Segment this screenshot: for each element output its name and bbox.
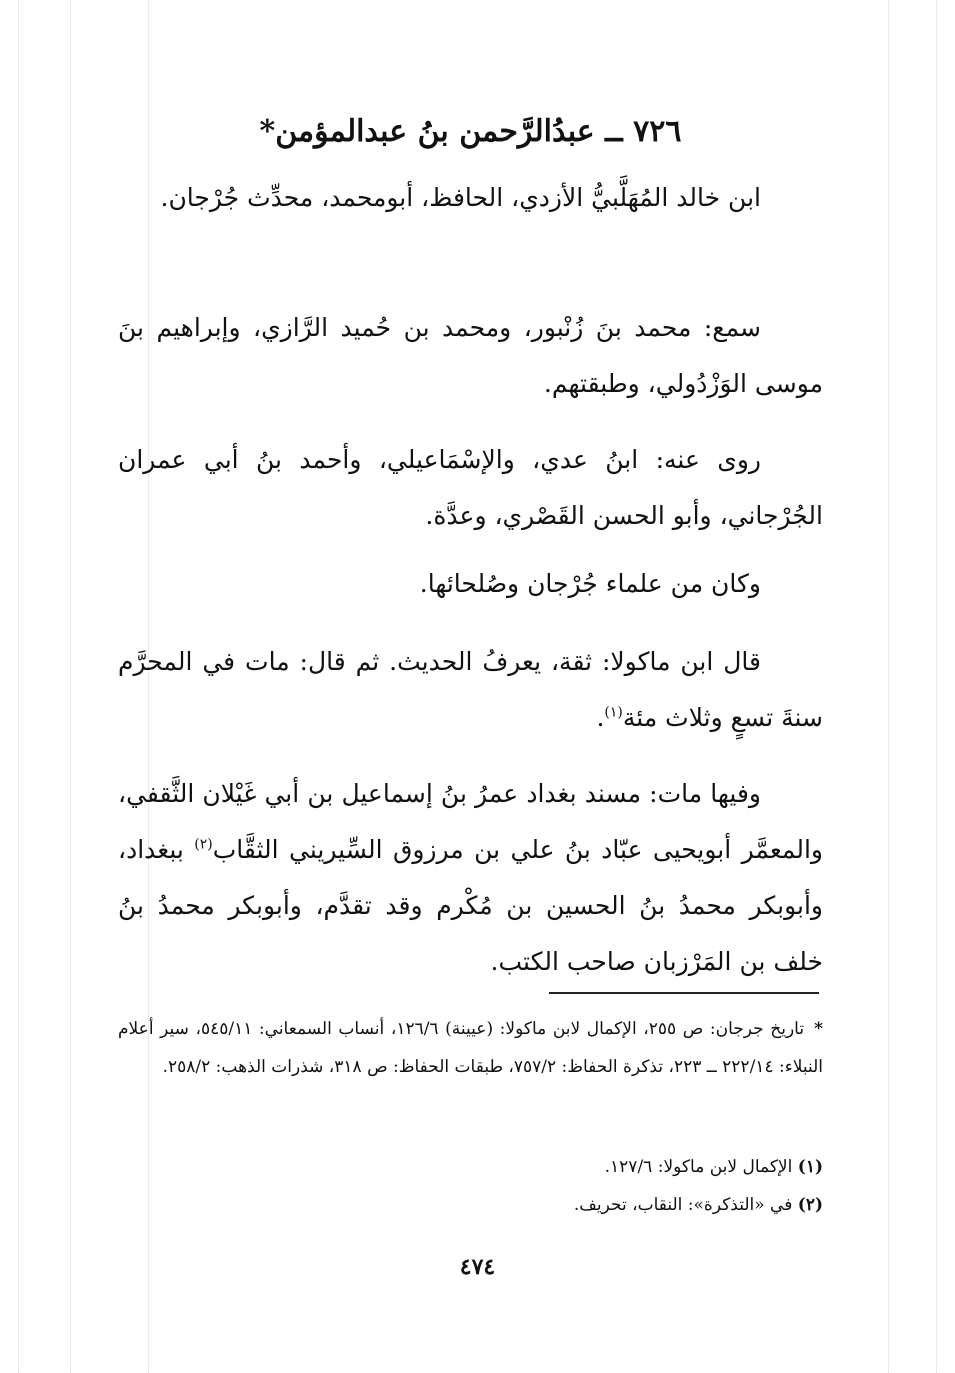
paragraph-same-year-deaths [118, 766, 823, 990]
footnote-ref: (١) [604, 704, 623, 721]
paragraph-text: ببغداد، وأبوبكر محمدُ بنُ الحسين بن مُكْرم وقد تقدَّم، وأبوبكر محمدُ بنُ خلف بن المَرْزبان صاحب الكتب. [118, 835, 823, 976]
paragraph-death: قال ابن ماكولا: ثقة، يعرفُ الحديث. ثم قال: مات في المحرَّم سنةَ تسعٍ وثلاث مئة$^{(١)}$. [118, 647, 823, 732]
paragraph-scholars [118, 556, 823, 612]
paragraph-lineage [118, 170, 823, 226]
paragraph-heard-from [118, 300, 823, 412]
footnote-number: (٢) [797, 1195, 823, 1215]
scan-artifact-line [70, 0, 71, 1373]
paragraph-text: روى عنه: ابنُ عدي، والإسْمَاعيلي، وأحمد بنُ أبي عمران الجُرْجاني، وأبو الحسن القَصْري، وعدَّة. [118, 445, 823, 530]
footnote-number: (١) [797, 1157, 823, 1177]
page-number: ٤٧٤ [459, 1254, 496, 1280]
footnote-sources [118, 1010, 823, 1086]
paragraph-text: ابن خالد المُهَلَّبيُّ الأزدي، الحافظ، أبومحمد، محدِّث جُرْجان. [160, 183, 761, 212]
scan-artifact-line [936, 0, 937, 1373]
footnote-text: في «التذكرة»: النقاب، تحريف. [573, 1195, 793, 1215]
footnote-text: تاريخ جرجان: ص ٢٥٥، الإكمال لابن ماكولا: (عيينة) ١٢٦/٦، أنساب السمعاني: ٥٤٥/١١، سير أعلام النبلاء: ٢٢٢/١٤ ــ ٢٢٣، تذكرة الحفاظ: ٧٥٧/٢، طبقات الحفاظ: ص ٣١٨، شذرات الذهب: ٢٥٨/٢. [118, 1019, 823, 1077]
paragraph-text: وفيها مات: مسند بغداد عمرُ بنُ إسماعيل بن أبي غَيْلان الثَّقفي، والمعمَّر أبويحيى عبّاد بنُ علي بن مرزوق السِّيريني الثقَّاب [118, 779, 823, 864]
paragraph-narrated-by [118, 432, 823, 544]
scan-artifact-line [18, 0, 19, 1373]
footnote-text: الإكمال لابن ماكولا: ١٢٧/٦. [604, 1157, 793, 1177]
star-mark: * [814, 1019, 823, 1039]
footnote-separator [549, 992, 819, 994]
footnote-2 [118, 1186, 823, 1224]
paragraph-text: قال ابن ماكولا: ثقة، يعرفُ الحديث. ثم قال: مات في المحرَّم سنةَ تسعٍ وثلاث مئة [118, 647, 823, 732]
footnote-1 [118, 1148, 823, 1186]
footnote-ref: (٢) [194, 836, 213, 853]
paragraph-text: وكان من علماء جُرْجان وصُلحائها. [419, 569, 761, 598]
entry-title: ٧٢٦ ــ عبدُالرَّحمن بنُ عبدالمؤمن* [259, 114, 682, 149]
scan-artifact-line [888, 0, 889, 1373]
paragraph-text: سمع: محمد بنَ زُنْبور، ومحمد بن حُميد الرَّازي، وإبراهيم بنَ موسى الوَزْدُولي، وطبقتهم. [118, 313, 823, 398]
